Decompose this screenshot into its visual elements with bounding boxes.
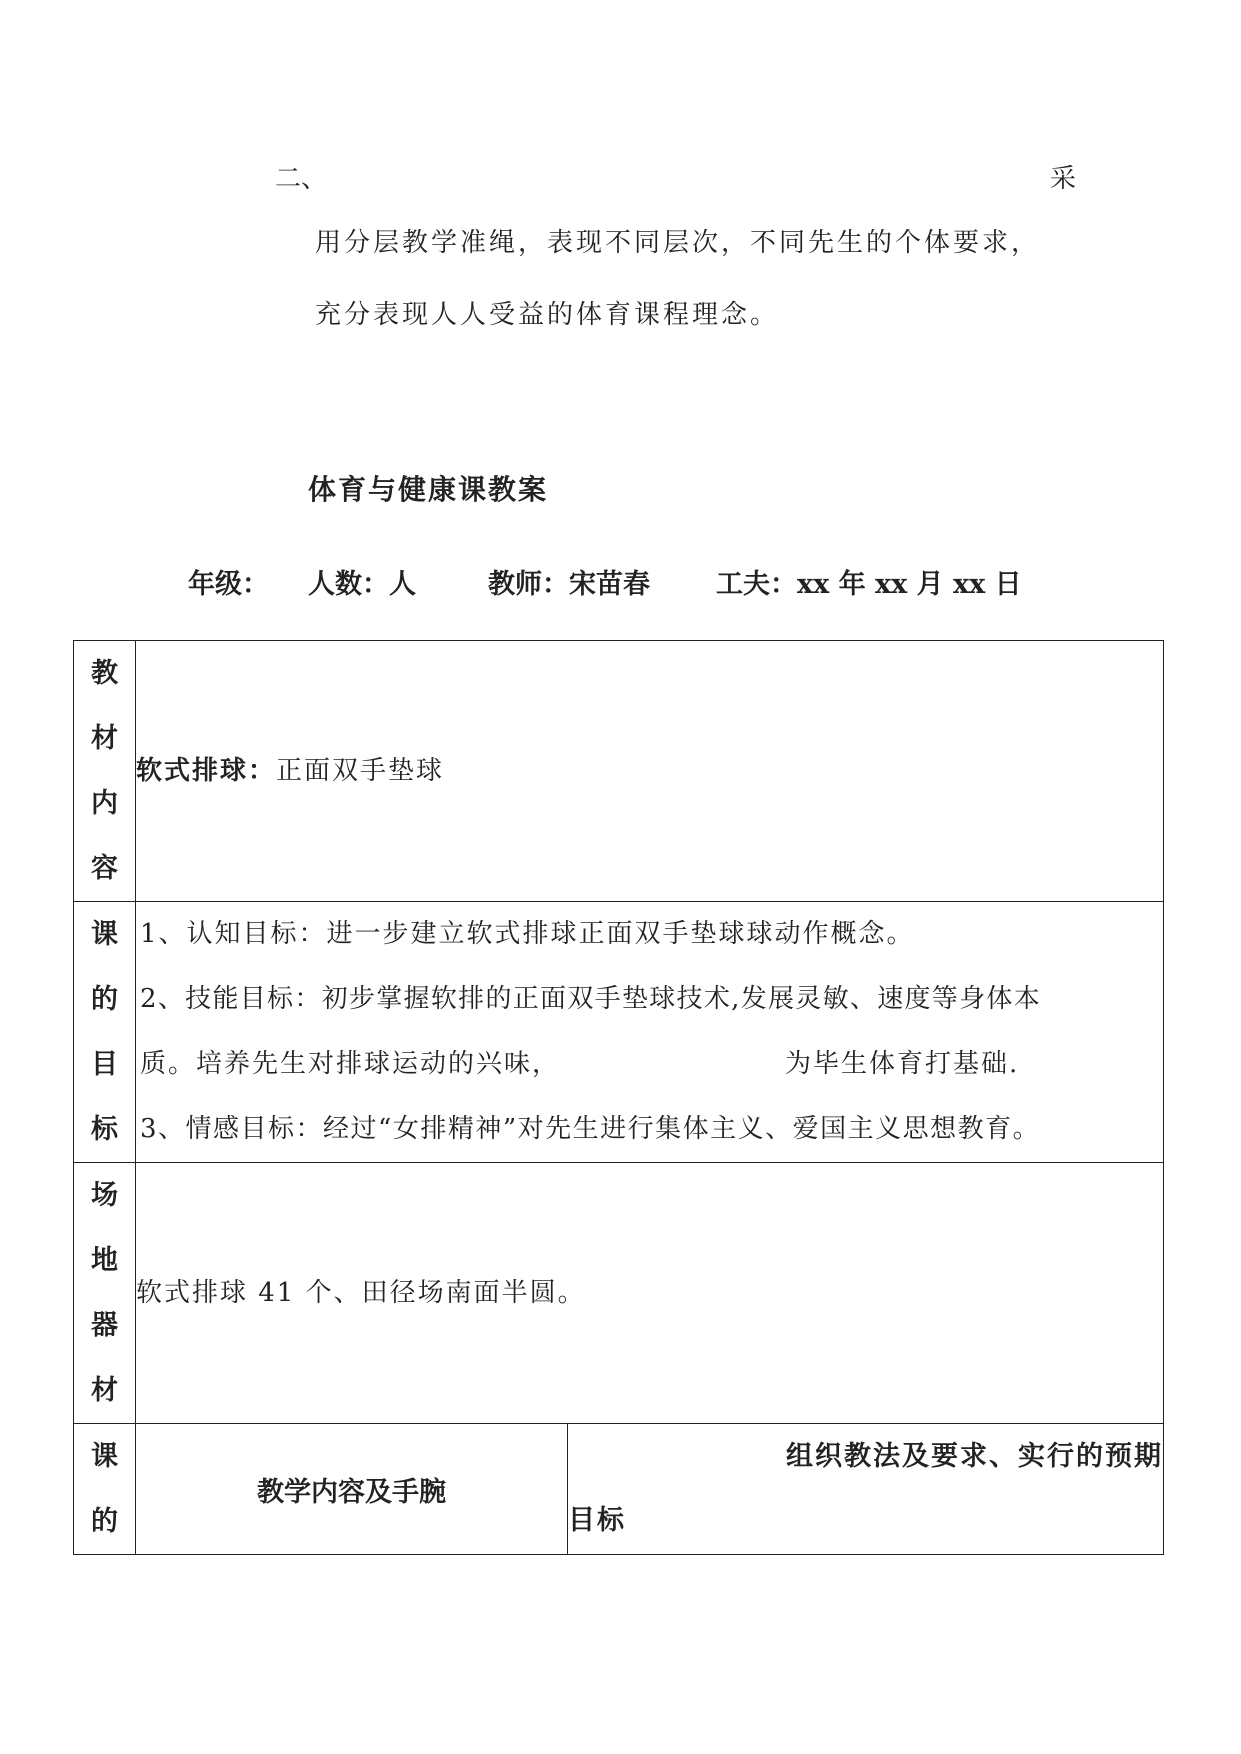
goal-cognitive: 1、认知目标：进一步建立软式排球正面双手垫球球动作概念。 bbox=[140, 919, 915, 949]
goal-skill-part-b: 为毕生体育打基础. bbox=[785, 1049, 1020, 1079]
header-char: 场 bbox=[91, 1180, 118, 1211]
venue-row bbox=[74, 1163, 1164, 1424]
organization-header-line-1: 组织教法及要求、实行的预期 bbox=[786, 1441, 1163, 1472]
schedule-header bbox=[74, 1424, 136, 1555]
intro-line-2: 充分表现人人受益的体育课程理念。 bbox=[315, 300, 780, 330]
header-char: 课 bbox=[91, 919, 118, 950]
date-label: 工夫：xx 年 xx 月 xx 日 bbox=[716, 569, 1022, 600]
header-char: 的 bbox=[91, 984, 118, 1015]
goals-content bbox=[136, 902, 1164, 1163]
lesson-plan-table bbox=[73, 640, 1164, 1555]
header-char: 材 bbox=[91, 723, 118, 754]
grade-label: 年级： bbox=[188, 569, 269, 600]
count-label: 人数：人 bbox=[308, 569, 416, 600]
goal-skill: 2、技能目标：初步掌握软排的正面双手垫球技术,发展灵敏、速度等身体本 bbox=[140, 984, 1042, 1014]
goals-header bbox=[74, 902, 136, 1163]
intro-line-1: 用分层教学准绳，表现不同层次，不同先生的个体要求， bbox=[315, 228, 1041, 258]
schedule-header-row bbox=[74, 1424, 1164, 1555]
intro-first-char: 采 bbox=[1050, 164, 1077, 194]
header-char: 的 bbox=[91, 1506, 118, 1537]
goal-skill-part-a: 质。培养先生对排球运动的兴味， bbox=[140, 1049, 561, 1079]
organization-header-line-2: 目标 bbox=[568, 1505, 626, 1536]
header-char: 地 bbox=[91, 1245, 118, 1276]
goal-emotional: 3、情感目标：经过“女排精神”对先生进行集体主义、爱国主义思想教育。 bbox=[140, 1114, 1041, 1144]
material-header bbox=[74, 641, 136, 902]
header-char: 器 bbox=[91, 1310, 118, 1341]
material-content bbox=[136, 641, 1164, 902]
lesson-title: 体育与健康课教案 bbox=[308, 473, 549, 506]
venue-content: 软式排球 41 个、田径场南面半圆。 bbox=[136, 1163, 1164, 1424]
teacher-label: 教师：宋苗春 bbox=[488, 569, 650, 600]
header-char: 材 bbox=[91, 1375, 118, 1406]
header-char: 目 bbox=[91, 1049, 118, 1080]
header-char: 教 bbox=[91, 658, 118, 689]
header-char: 内 bbox=[91, 788, 118, 819]
organization-header bbox=[568, 1424, 1164, 1555]
header-char: 课 bbox=[91, 1441, 118, 1472]
header-char: 标 bbox=[91, 1114, 118, 1145]
venue-header bbox=[74, 1163, 136, 1424]
material-row bbox=[74, 641, 1164, 902]
content-method-header: 教学内容及手腕 bbox=[136, 1424, 568, 1555]
header-char: 容 bbox=[91, 853, 118, 884]
material-value: 正面双手垫球 bbox=[276, 755, 445, 786]
goal-skill-continued bbox=[136, 1032, 1163, 1097]
material-label: 软式排球： bbox=[136, 755, 277, 786]
goals-row bbox=[74, 902, 1164, 1163]
intro-number: 二、 bbox=[275, 164, 328, 194]
